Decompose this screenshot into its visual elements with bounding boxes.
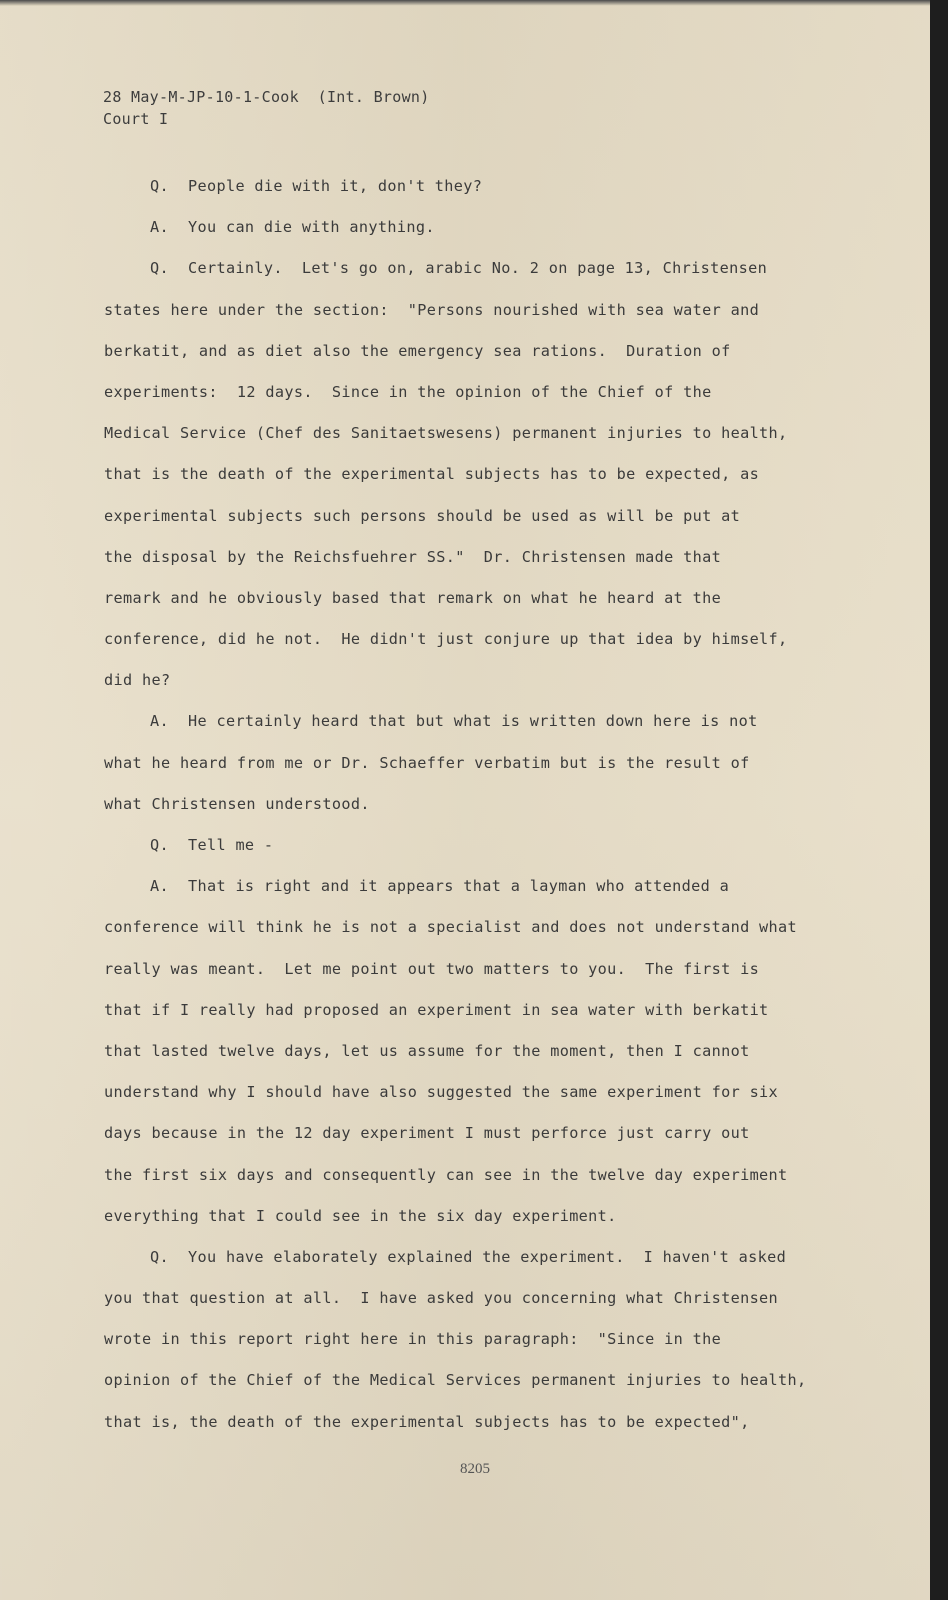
transcript-line: wrote in this report right here in this paragraph: "Since in the: [104, 1330, 722, 1349]
transcript-line: did he?: [104, 671, 171, 690]
transcript-line: that is the death of the experimental subjects has to be expected, as: [104, 465, 760, 484]
transcript-line: you that question at all. I have asked you concerning what Christensen: [104, 1289, 779, 1308]
transcript-body: [104, 166, 864, 1443]
transcript-line: Q. People die with it, don't they?: [150, 177, 483, 195]
transcript-line: the disposal by the Reichsfuehrer SS." Dr. Christensen made that: [104, 547, 722, 566]
transcript-line: A. He certainly heard that but what is written down here is not: [150, 712, 758, 731]
transcript-line: states here under the section: "Persons nourished with sea water and: [104, 300, 760, 319]
transcript-line: A. That is right and it appears that a layman who attended a: [150, 877, 730, 896]
transcript-line: really was meant. Let me point out two matters to you. The first is: [104, 959, 760, 978]
transcript-line: Medical Service (Chef des Sanitaetswesens) permanent injuries to health,: [104, 424, 788, 443]
transcript-line: remark and he obviously based that remark on what he heard at the: [104, 588, 722, 607]
transcript-line: what Christensen understood.: [104, 794, 370, 813]
transcript-line: experimental subjects such persons should be used as will be put at: [104, 506, 741, 525]
page-number: 8205: [460, 1461, 490, 1477]
header-court-line: Court I: [103, 110, 169, 128]
document-header: [103, 86, 430, 130]
transcript-line: days because in the 12 day experiment I must perforce just carry out: [104, 1124, 750, 1143]
transcript-line: Q. Tell me -: [150, 836, 274, 854]
transcript-line: Q. You have elaborately explained the experiment. I haven't asked: [150, 1247, 787, 1266]
page-top-edge: [0, 0, 930, 6]
transcript-line: that is, the death of the experimental subjects has to be expected",: [104, 1412, 750, 1431]
transcript-line: that lasted twelve days, let us assume for the moment, then I cannot: [104, 1041, 750, 1060]
transcript-line: A. You can die with anything.: [150, 218, 435, 237]
transcript-line: Q. Certainly. Let's go on, arabic No. 2 on page 13, Christensen: [150, 259, 768, 278]
header-reference-line: 28 May-M-JP-10-1-Cook (Int. Brown): [103, 88, 430, 106]
transcript-line: experiments: 12 days. Since in the opinion of the Chief of the: [104, 382, 712, 401]
transcript-line: everything that I could see in the six day experiment.: [104, 1206, 617, 1225]
transcript-line: the first six days and consequently can see in the twelve day experiment: [104, 1165, 788, 1184]
transcript-line: berkatit, and as diet also the emergency sea rations. Duration of: [104, 341, 731, 360]
transcript-line: understand why I should have also suggested the same experiment for six: [104, 1083, 779, 1102]
transcript-line: conference will think he is not a specialist and does not understand what: [104, 918, 798, 937]
transcript-line: that if I really had proposed an experiment in sea water with berkatit: [104, 1000, 769, 1019]
transcript-line: conference, did he not. He didn't just conjure up that idea by himself,: [104, 630, 788, 649]
transcript-line: opinion of the Chief of the Medical Services permanent injuries to health,: [104, 1371, 807, 1390]
transcript-line: what he heard from me or Dr. Schaeffer verbatim but is the result of: [104, 753, 750, 772]
